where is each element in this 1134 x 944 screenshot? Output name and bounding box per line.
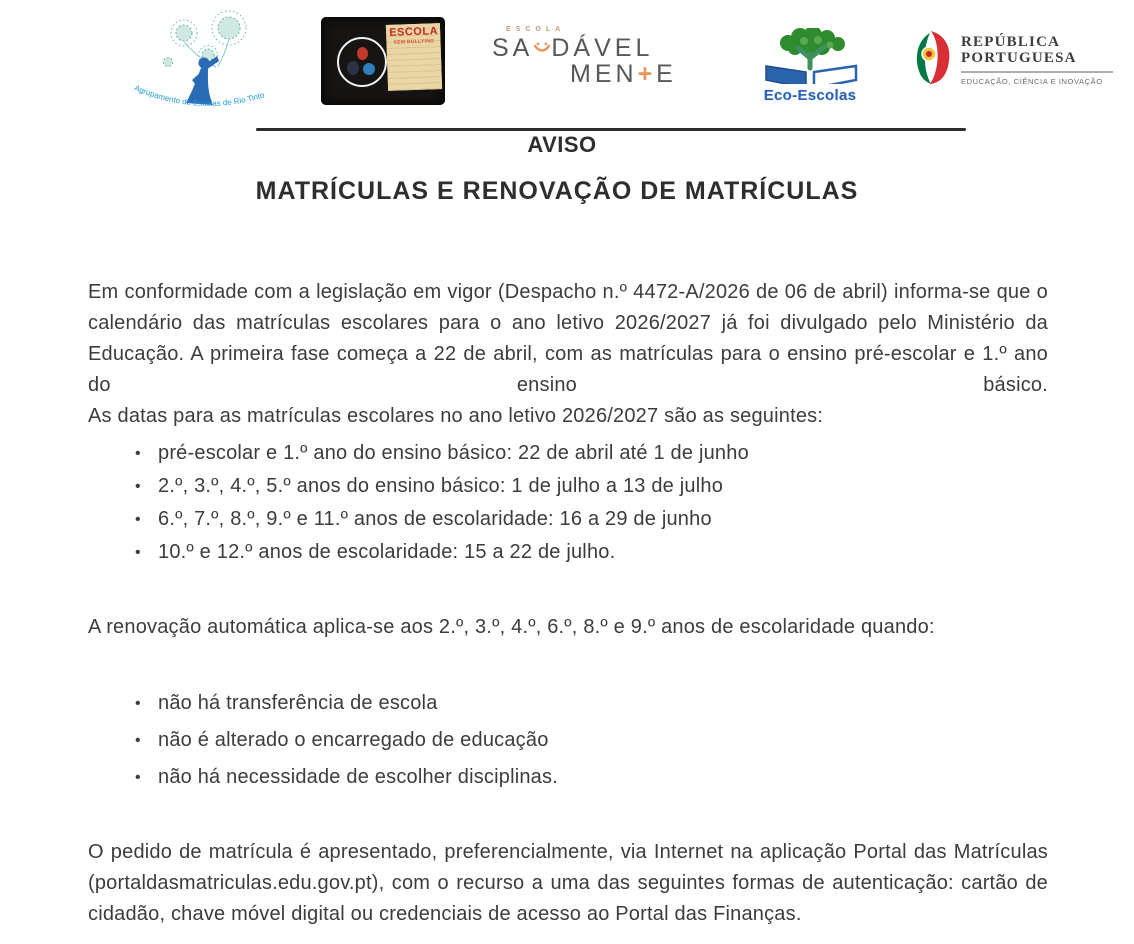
bullet-dot-icon: • <box>135 544 141 561</box>
saudavelmente-line1 <box>492 35 687 61</box>
condition-item <box>88 763 1048 792</box>
saud-e: E <box>656 60 677 88</box>
bullet-dot-icon: • <box>135 769 141 786</box>
republica-line2: PORTUGUESA <box>961 50 1077 66</box>
dates-list <box>88 437 1048 569</box>
eco-escolas-logo <box>742 28 878 104</box>
condition-item <box>88 689 1048 718</box>
date-item <box>88 503 1048 536</box>
date-item-text: 10.º e 12.º anos de escolaridade: 15 a 22 de julho. <box>158 541 616 563</box>
agrupamento-figure-icon <box>118 6 300 120</box>
condition-item-text: não é alterado o encarregado de educação <box>158 729 549 751</box>
stamp-figure-red <box>357 47 368 60</box>
bullet-dot-icon: • <box>135 511 141 528</box>
bullying-stamp-icon <box>337 37 387 87</box>
smiley-u-icon <box>533 40 551 56</box>
plus-t-icon: + <box>637 60 657 88</box>
stamp-figure-dark <box>347 61 359 75</box>
saud-sa: SA <box>492 34 534 62</box>
eco-escolas-label: Eco-Escolas <box>763 87 857 104</box>
republica-line1: REPÚBLICA <box>961 34 1061 50</box>
notice-title: MATRÍCULAS E RENOVAÇÃO DE MATRÍCULAS <box>255 177 859 205</box>
date-item <box>88 437 1048 470</box>
paragraph-renewal: A renovação automática aplica-se aos 2.º, 3.º, 4.º, 6.º, 8.º e 9.º anos de escolaridade quando: <box>88 616 935 638</box>
bullying-book-page <box>386 23 442 91</box>
condition-item-text: não há transferência de escola <box>158 692 438 714</box>
bullet-dot-icon: • <box>135 478 141 495</box>
saudavelmente-escola-text: ESCOLA <box>506 26 566 33</box>
notice-heading: AVISO <box>527 132 597 157</box>
bullet-dot-icon: • <box>135 732 141 749</box>
bullying-subtitle: SEM BULLYING <box>393 38 435 46</box>
paragraph-legislation: Em conformidade com a legislação em vigor (Despacho n.º 4472-A/2026 de 06 de abril) informa-se que o calendário das matrículas escolares para o ano letivo 2026/2027 já foi divulgado pelo Ministério da Educação. A primeira fase começa a 22 de abril, com as matrículas para o ensino pré-escolar e 1.º ano do ensino básico. <box>88 281 1048 396</box>
saudavelmente-line2 <box>570 61 687 87</box>
date-item <box>88 470 1048 503</box>
intro-block <box>88 277 1048 432</box>
agrupamento-curved-text: Agrupamento de Escolas de Rio Tinto <box>132 83 266 109</box>
condition-item-text: não há necessidade de escolher disciplinas. <box>158 766 558 788</box>
republica-text-block <box>961 28 1113 86</box>
bullet-dot-icon: • <box>135 445 141 462</box>
header-divider-line <box>256 128 966 131</box>
condition-item <box>88 726 1048 755</box>
date-item-text: 6.º, 7.º, 8.º, 9.º e 11.º anos de escolaridade: 16 a 29 de junho <box>158 508 712 530</box>
conditions-list <box>88 689 1048 800</box>
portugal-flag-emblem-icon <box>912 28 952 86</box>
date-item <box>88 536 1048 569</box>
eco-escolas-tree-book-icon <box>742 28 878 84</box>
republica-tagline: EDUCAÇÃO, CIÊNCIA E INOVAÇÃO <box>961 77 1103 86</box>
agrupamento-escolas-logo <box>118 6 300 120</box>
saud-men: MEN <box>570 60 638 88</box>
date-item-text: 2.º, 3.º, 4.º, 5.º anos do ensino básico: 1 de julho a 13 de julho <box>158 475 724 497</box>
paragraph-dates-intro: As datas para as matrículas escolares no ano letivo 2026/2027 são as seguintes: <box>88 405 824 427</box>
stamp-figure-blue <box>363 63 375 75</box>
saudavelmente-logo <box>492 26 687 92</box>
bullying-title: ESCOLA <box>389 25 439 39</box>
paragraph-portal: O pedido de matrícula é apresentado, preferencialmente, via Internet na aplicação Portal das Matrículas (portaldasmatriculas.edu.gov.pt), com o recurso a uma das seguintes formas de autenticação: cartão de cidadão, chave móvel digital ou credenciais de acesso ao Portal das Finanças. <box>88 841 1048 925</box>
republica-divider <box>961 71 1113 73</box>
date-item-text: pré-escolar e 1.º ano do ensino básico: 22 de abril até 1 de junho <box>158 442 749 464</box>
bullet-dot-icon: • <box>135 695 141 712</box>
escola-sem-bullying-logo <box>321 17 445 105</box>
saud-davel: DÁVEL <box>551 34 654 62</box>
republica-portuguesa-logo <box>912 28 1127 100</box>
